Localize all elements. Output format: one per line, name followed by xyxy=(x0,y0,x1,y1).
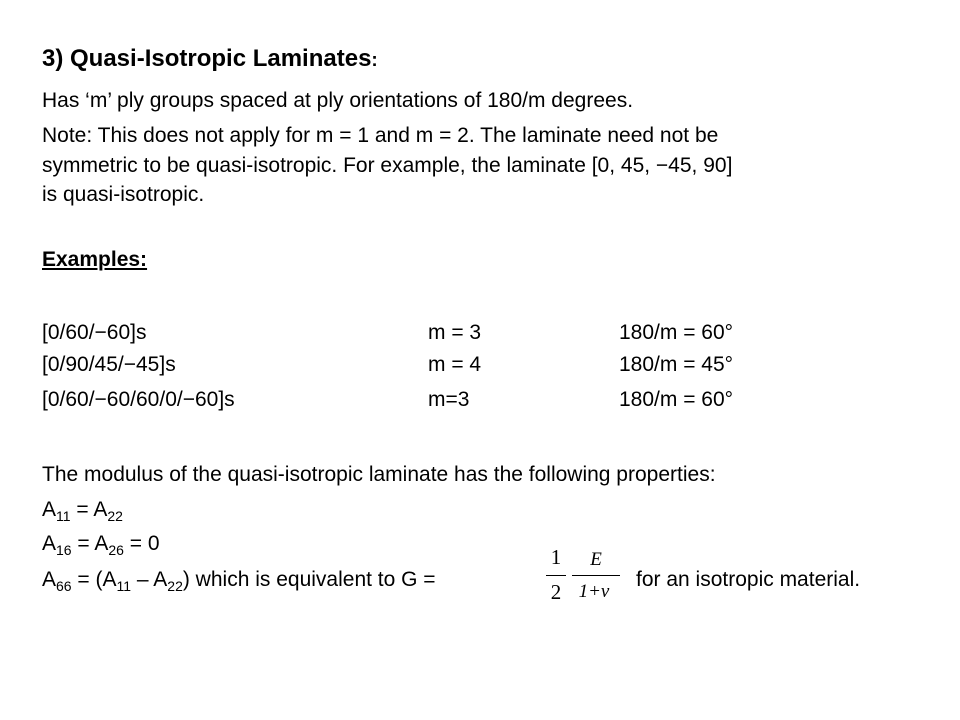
heading-colon: : xyxy=(371,50,378,71)
example-angle: 180/m = 60° xyxy=(619,321,734,344)
section-heading xyxy=(42,46,378,73)
equation-a66: $A_{66} = (A_{11} - A_{22})$ which is equivalent to G = xyxy=(42,568,436,594)
fraction-1-numerator: 1 xyxy=(550,545,562,569)
modulus-intro: The modulus of the quasi-isotropic laminate has the following properties: xyxy=(42,463,716,486)
isotropic-material-text: for an isotropic material. xyxy=(636,568,861,591)
paragraph-definition: Has ‘m’ ply groups spaced at ply orientations of 180/m degrees. xyxy=(42,89,634,112)
example-layup: [0/60/−60/60/0/−60]s xyxy=(42,388,235,411)
fraction-1-bar xyxy=(546,575,566,576)
example-m: m=3 xyxy=(428,388,470,411)
note-line-1: Note: This does not apply for m = 1 and m = 2. The laminate need not be xyxy=(42,124,719,147)
equation-a16-a26: $A_{16} = A_{26} = 0$ xyxy=(42,532,160,558)
fraction-2-bar xyxy=(572,575,620,576)
example-layup: [0/90/45/−45]s xyxy=(42,353,176,376)
note-line-2: symmetric to be quasi-isotropic. For example, the laminate [0, 45, −45, 90] xyxy=(42,154,733,177)
heading-text: 3) Quasi-Isotropic Laminates xyxy=(42,45,372,72)
note-line-3: is quasi-isotropic. xyxy=(42,183,205,206)
example-m: m = 4 xyxy=(428,353,482,376)
example-angle: 180/m = 45° xyxy=(619,353,734,376)
example-angle: 180/m = 60° xyxy=(619,388,734,411)
fraction-2-denominator: 1+ν xyxy=(578,581,610,602)
example-layup: [0/60/−60]s xyxy=(42,321,147,344)
examples-label: Examples: xyxy=(42,248,148,271)
fraction-1-denominator: 2 xyxy=(550,580,562,604)
example-m: m = 3 xyxy=(428,321,482,344)
equation-a11-a22: $A_{11} = A_{22}$ xyxy=(42,498,123,524)
fraction-2-numerator: E xyxy=(590,549,602,570)
